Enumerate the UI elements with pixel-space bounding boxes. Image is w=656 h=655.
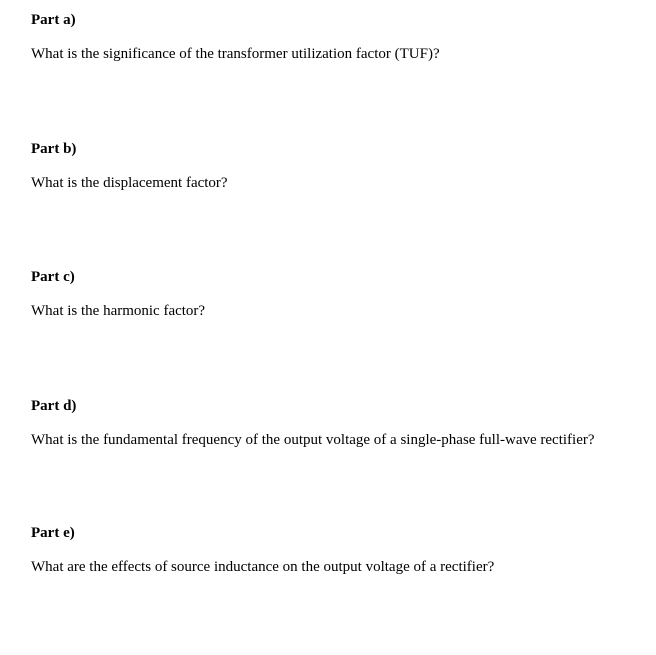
part-b-heading: Part b): [31, 141, 77, 157]
part-c-section: [31, 268, 646, 320]
part-b-question: What is the displacement factor?: [31, 175, 228, 191]
part-e-question: What are the effects of source inductance on the output voltage of a rectifier?: [31, 559, 495, 575]
part-d-section: [31, 397, 646, 449]
part-d-question: What is the fundamental frequency of the output voltage of a single-phase full-wave rectifier?: [31, 432, 595, 448]
part-b-section: [31, 140, 646, 192]
part-c-question: What is the harmonic factor?: [31, 303, 206, 319]
part-a-question: What is the significance of the transformer utilization factor (TUF)?: [31, 46, 440, 62]
part-e-heading: Part e): [31, 525, 75, 541]
part-e-section: [31, 524, 646, 576]
part-a-heading: Part a): [31, 12, 76, 28]
part-d-heading: Part d): [31, 398, 77, 414]
part-a-section: [31, 11, 646, 63]
part-c-heading: Part c): [31, 269, 75, 285]
